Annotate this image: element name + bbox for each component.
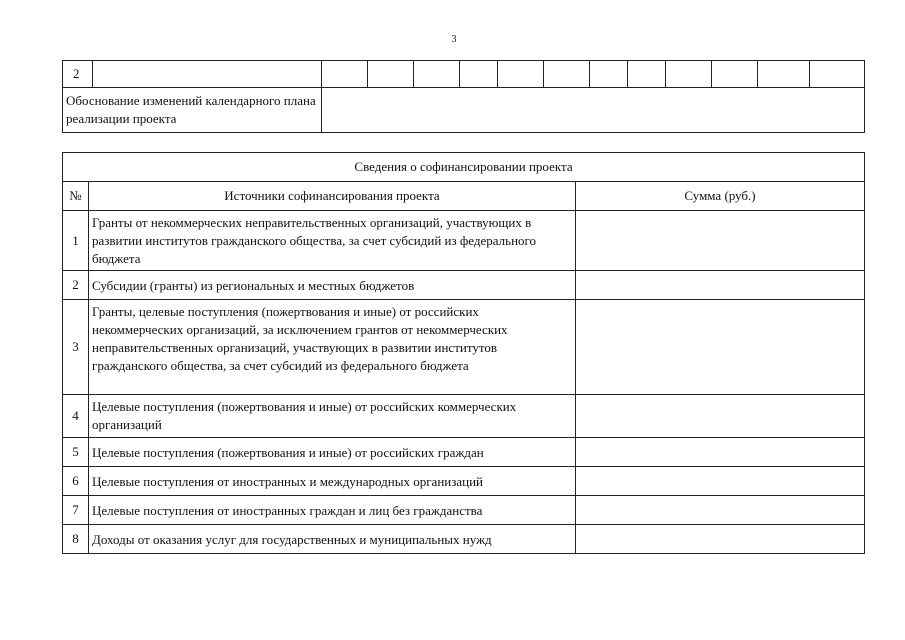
table-title-row xyxy=(63,153,865,182)
source-cell: Целевые поступления от иностранных граждан и лиц без гражданства xyxy=(89,496,576,525)
row-number: 5 xyxy=(63,438,89,467)
amount-cell[interactable] xyxy=(576,395,865,438)
justification-value-cell[interactable] xyxy=(322,88,865,133)
source-cell: Гранты от некоммерческих неправительственных организаций, участвующих в развитии институтов гражданского общества, за счет субсидий из федерального бюджета xyxy=(89,211,576,271)
table-row xyxy=(63,467,865,496)
row-number: 6 xyxy=(63,467,89,496)
row-number: 2 xyxy=(63,271,89,300)
table-row xyxy=(63,300,865,395)
amount-cell[interactable] xyxy=(576,271,865,300)
empty-cell[interactable] xyxy=(498,61,544,88)
table-row xyxy=(63,395,865,438)
row-number: 7 xyxy=(63,496,89,525)
row-number: 8 xyxy=(63,525,89,554)
cofinancing-title: Сведения о софинансировании проекта xyxy=(63,153,865,182)
empty-cell[interactable] xyxy=(666,61,712,88)
empty-cell[interactable] xyxy=(414,61,460,88)
row-number: 4 xyxy=(63,395,89,438)
page-number: 3 xyxy=(451,34,457,45)
table-row xyxy=(63,211,865,271)
header-amount: Сумма (руб.) xyxy=(576,182,865,211)
row-number-cell: 2 xyxy=(63,61,93,88)
header-sources: Источники софинансирования проекта xyxy=(89,182,576,211)
empty-cell[interactable] xyxy=(93,61,322,88)
table-row xyxy=(63,438,865,467)
justification-label: Обоснование изменений календарного плана реализации проекта xyxy=(63,88,322,133)
empty-cell[interactable] xyxy=(544,61,590,88)
empty-cell[interactable] xyxy=(322,61,368,88)
source-cell: Гранты, целевые поступления (пожертвования и иные) от российских некоммерческих организаций, за исключением грантов от некоммерческих неправительственных организаций, участвующих в развитии институтов гражданского общества, за счет субсидий из федерального бюджета xyxy=(89,300,576,395)
empty-cell[interactable] xyxy=(758,61,810,88)
amount-cell[interactable] xyxy=(576,211,865,271)
row-number: 3 xyxy=(63,300,89,395)
calendar-plan-table xyxy=(62,60,865,133)
cofinancing-table xyxy=(62,152,865,554)
table-row xyxy=(63,88,865,133)
amount-cell[interactable] xyxy=(576,438,865,467)
table-header-row xyxy=(63,182,865,211)
empty-cell[interactable] xyxy=(628,61,666,88)
empty-cell[interactable] xyxy=(810,61,865,88)
source-cell: Целевые поступления от иностранных и международных организаций xyxy=(89,467,576,496)
table-row xyxy=(63,525,865,554)
source-cell: Субсидии (гранты) из региональных и местных бюджетов xyxy=(89,271,576,300)
amount-cell[interactable] xyxy=(576,467,865,496)
source-cell: Целевые поступления (пожертвования и иные) от российских граждан xyxy=(89,438,576,467)
empty-cell[interactable] xyxy=(460,61,498,88)
amount-cell[interactable] xyxy=(576,496,865,525)
header-no: № xyxy=(63,182,89,211)
table-row xyxy=(63,271,865,300)
empty-cell[interactable] xyxy=(712,61,758,88)
amount-cell[interactable] xyxy=(576,300,865,395)
table-row xyxy=(63,496,865,525)
amount-cell[interactable] xyxy=(576,525,865,554)
empty-cell[interactable] xyxy=(368,61,414,88)
row-number: 1 xyxy=(63,211,89,271)
empty-cell[interactable] xyxy=(590,61,628,88)
source-cell: Доходы от оказания услуг для государственных и муниципальных нужд xyxy=(89,525,576,554)
source-cell: Целевые поступления (пожертвования и иные) от российских коммерческих организаций xyxy=(89,395,576,438)
table-row xyxy=(63,61,865,88)
